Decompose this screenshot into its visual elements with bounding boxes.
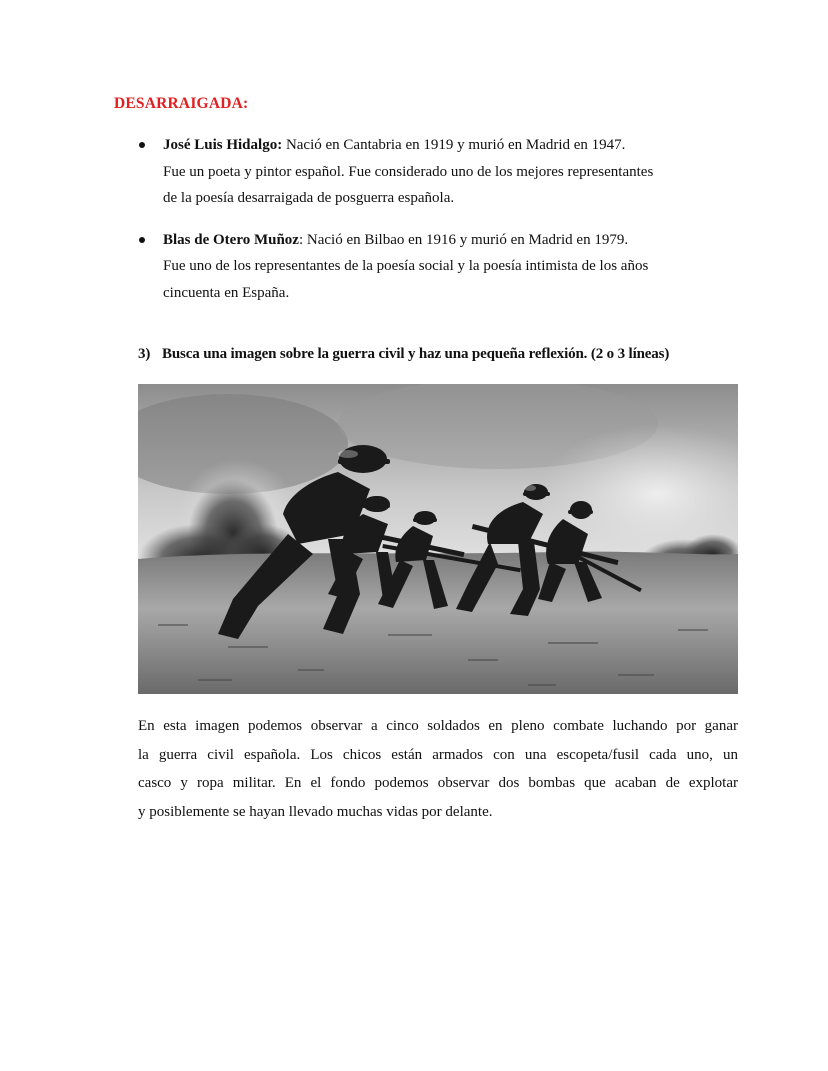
poet-name: Blas de Otero Muñoz <box>163 231 299 248</box>
poet-item-otero <box>114 227 734 307</box>
bullet-icon <box>139 237 145 243</box>
reflection-line: casco y ropa militar. En el fondo podemos observar dos bombas que acaban de explotar <box>138 775 738 792</box>
poet-list <box>114 132 734 306</box>
section-heading: DESARRAIGADA: <box>114 95 249 112</box>
question-number: 3) <box>138 346 151 362</box>
poet-name: José Luis Hidalgo: <box>163 137 283 153</box>
reflection-line: En esta imagen podemos observar a cinco soldados en pleno combate luchando por ganar <box>138 718 738 734</box>
reflection-paragraph <box>138 712 738 826</box>
question-heading <box>138 346 738 363</box>
poet-first-line <box>163 227 734 254</box>
poet-text: de la poesía desarraigada de posguerra española. <box>163 190 455 206</box>
poet-item-hidalgo <box>114 132 734 212</box>
question-text: Busca una imagen sobre la guerra civil y haz una pequeña reflexión. (2 o 3 líneas) <box>162 346 670 362</box>
reflection-line: y posiblemente se hayan llevado muchas vidas por delante. <box>138 803 493 820</box>
poet-text: Fue un poeta y pintor español. Fue considerado uno de los mejores representantes <box>163 163 654 180</box>
poet-text: Fue uno de los representantes de la poesía social y la poesía intimista de los años <box>163 258 649 274</box>
reflection-line: la guerra civil española. Los chicos están armados con una escopeta/fusil cada uno, un <box>138 746 738 763</box>
poet-text: cincuenta en España. <box>163 284 290 301</box>
poet-text: Nació en Cantabria en 1919 y murió en Madrid en 1947. <box>282 137 626 153</box>
war-photo <box>138 384 738 694</box>
poet-text: : Nació en Bilbao en 1916 y murió en Madrid en 1979. <box>298 231 629 248</box>
bullet-icon <box>139 142 145 148</box>
poet-first-line <box>163 132 734 159</box>
